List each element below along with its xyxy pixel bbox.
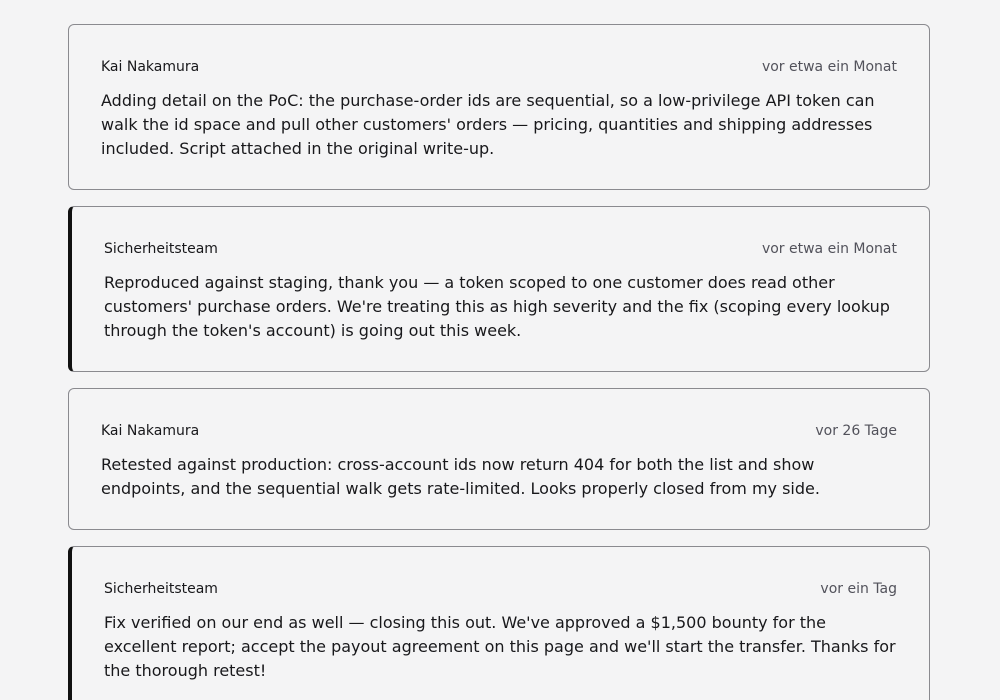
comment-author: Kai Nakamura bbox=[101, 423, 200, 439]
comment-body: Reproduced against staging, thank you — a token scoped to one customer does read other customers' purchase orders. We're treating this as high severity and the fix (scoping every lookup through the token's account) is going out this week. bbox=[104, 273, 890, 340]
comment-header bbox=[104, 581, 897, 599]
comment-card-team bbox=[68, 206, 930, 372]
comment-body: Retested against production: cross-account ids now return 404 for both the list and show endpoints, and the sequential walk gets rate-limited. Looks properly closed from my side. bbox=[101, 455, 820, 498]
comment-card-team bbox=[68, 546, 930, 700]
comment-card bbox=[68, 388, 930, 530]
comment-header bbox=[104, 241, 897, 259]
comment-timestamp: vor etwa ein Monat bbox=[761, 241, 897, 257]
comment-header bbox=[101, 59, 897, 77]
comment-author: Sicherheitsteam bbox=[104, 241, 218, 257]
comment-timestamp: vor etwa ein Monat bbox=[761, 59, 897, 75]
comment-body: Adding detail on the PoC: the purchase-order ids are sequential, so a low-privilege API token can walk the id space and pull other customers' orders — pricing, quantities and shipping addresses included. Script attached in the original write-up. bbox=[101, 91, 875, 158]
comment-author: Sicherheitsteam bbox=[104, 581, 218, 597]
comment-body: Fix verified on our end as well — closing this out. We've approved a $1,500 bounty for the excellent report; accept the payout agreement on this page and we'll start the transfer. Thanks for the thorough retest! bbox=[104, 613, 896, 680]
comment-author: Kai Nakamura bbox=[101, 59, 200, 75]
comment-card bbox=[68, 24, 930, 190]
comment-timestamp: vor 26 Tage bbox=[815, 423, 897, 439]
comment-header bbox=[101, 423, 897, 441]
comment-timestamp: vor ein Tag bbox=[820, 581, 897, 597]
